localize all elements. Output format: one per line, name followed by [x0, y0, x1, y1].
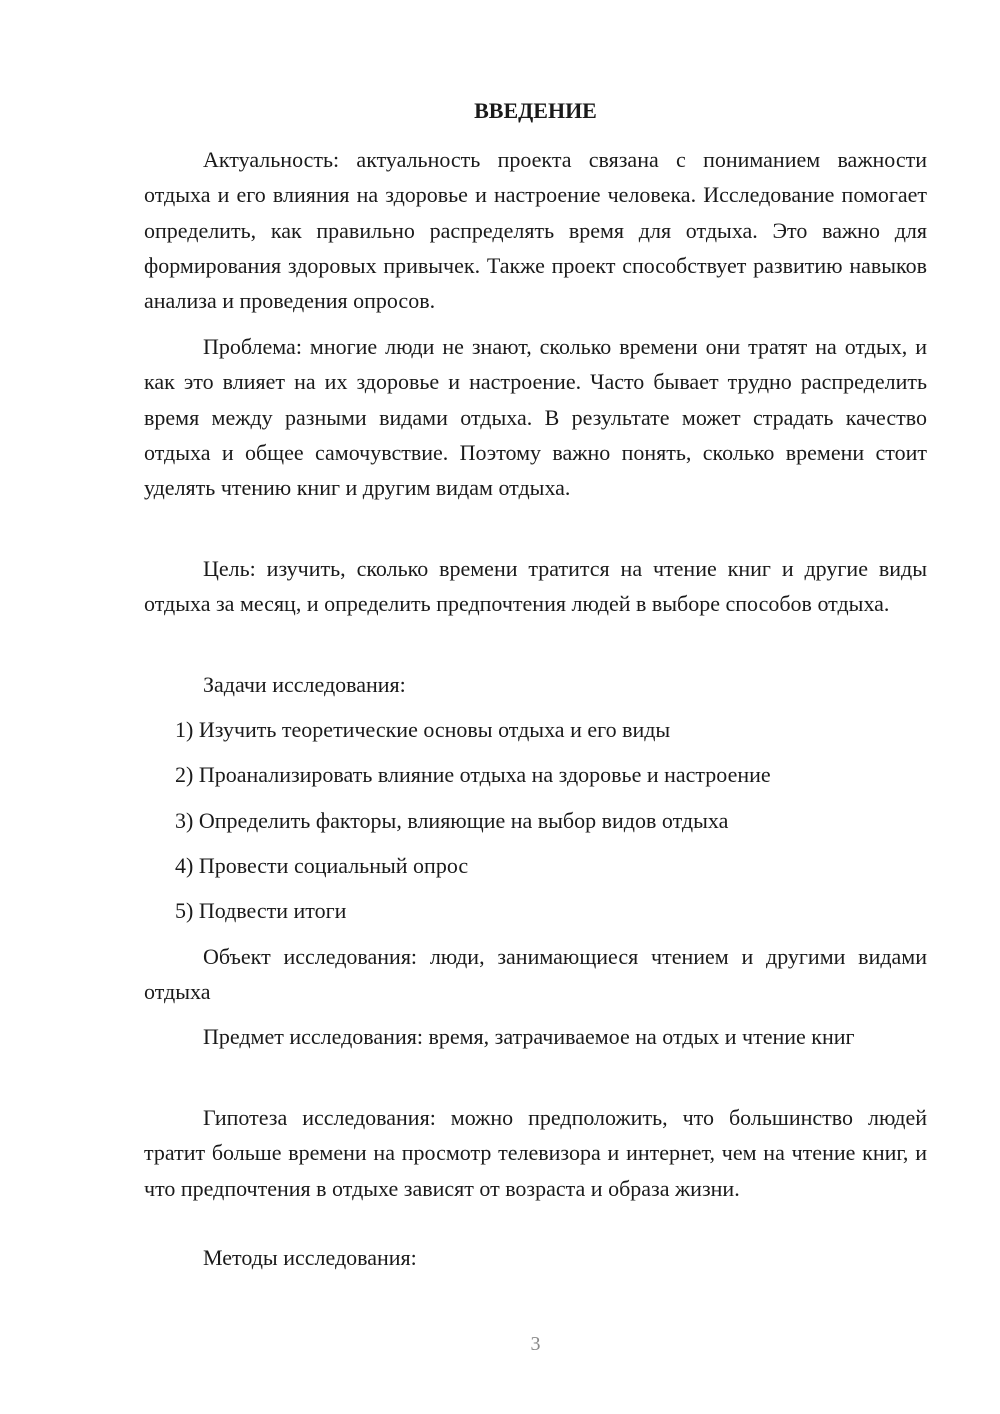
- page-title: ВВЕДЕНИЕ: [474, 98, 597, 123]
- goal-paragraph: Цель: изучить, сколько времени тратится на чтение книг и другие виды отдыха за месяц, и определить предпочтения людей в выборе способов отдыха.: [144, 556, 927, 617]
- problem-paragraph: Проблема: многие люди не знают, сколько времени они тратят на отдых, и как это влияет на их здоровье и настроение. Часто бывает трудно распределить время между разными видами отдыха. В результате может страдать качество отдыха и общее самочувствие. Поэтому важно понять, сколько времени стоит уделять чтению книг и другим видам отдыха.: [144, 334, 927, 501]
- task-item-3: 3) Определить факторы, влияющие на выбор видов отдыха: [175, 808, 729, 833]
- task-item-4: 4) Провести социальный опрос: [175, 853, 469, 878]
- subject-paragraph: Предмет исследования: время, затрачиваемое на отдых и чтение книг: [203, 1024, 855, 1049]
- page-number: 3: [530, 1333, 541, 1355]
- methods-heading: Методы исследования:: [203, 1245, 417, 1270]
- relevance-paragraph: Актуальность: актуальность проекта связана с пониманием важности отдыха и его влияния на здоровье и настроение человека. Исследование помогает определить, как правильно распределять время для отдыха. Это важно для формирования здоровых привычек. Также проект способствует развитию навыков анализа и проведения опросов.: [144, 147, 927, 314]
- task-item-1: 1) Изучить теоретические основы отдыха и его виды: [175, 717, 671, 742]
- task-item-5: 5) Подвести итоги: [175, 898, 347, 923]
- hypothesis-paragraph: Гипотеза исследования: можно предположить, что большинство людей тратит больше времени на просмотр телевизора и интернет, чем на чтение книг, и что предпочтения в отдыхе зависят от возраста и образа жизни.: [144, 1105, 927, 1201]
- tasks-heading: Задачи исследования:: [203, 672, 406, 697]
- object-paragraph: Объект исследования: люди, занимающиеся чтением и другими видами отдыха: [144, 944, 927, 1005]
- task-item-2: 2) Проанализировать влияние отдыха на здоровье и настроение: [175, 762, 771, 787]
